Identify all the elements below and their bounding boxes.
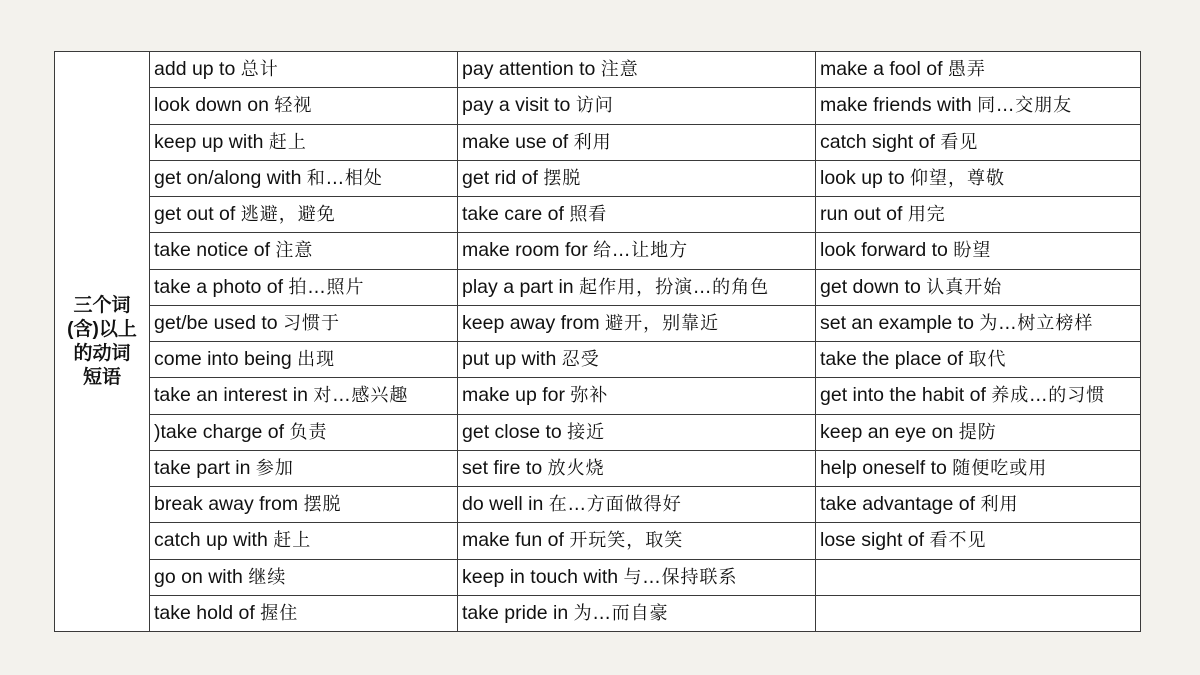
phrase-chinese: 用完 bbox=[907, 204, 946, 226]
phrase-english: make a fool of bbox=[820, 58, 943, 81]
phrase-english: look up to bbox=[820, 166, 905, 189]
phrase-cell bbox=[458, 269, 816, 305]
phrase-english: keep an eye on bbox=[820, 420, 954, 443]
phrase-chinese: 轻视 bbox=[274, 95, 313, 117]
phrase-cell bbox=[816, 378, 1141, 414]
phrase-chinese: 和…相处 bbox=[306, 167, 383, 189]
phrase-english: get close to bbox=[462, 420, 562, 443]
phrase-english: get on/along with bbox=[154, 166, 302, 189]
phrase-cell bbox=[150, 523, 458, 559]
phrase-chinese: 在…方面做得好 bbox=[548, 494, 682, 516]
phrase-chinese: 赶上 bbox=[268, 131, 307, 153]
phrase-cell bbox=[458, 523, 816, 559]
phrase-english: do well in bbox=[462, 493, 544, 516]
table-row bbox=[55, 197, 1141, 233]
table-row bbox=[55, 595, 1141, 631]
phrase-english: get down to bbox=[820, 275, 921, 298]
phrase-english: take pride in bbox=[462, 601, 569, 624]
phrase-cell bbox=[150, 378, 458, 414]
phrase-chinese: 摆脱 bbox=[303, 494, 342, 516]
phrase-english: put up with bbox=[462, 348, 557, 371]
phrase-chinese: 注意 bbox=[600, 59, 639, 81]
phrase-chinese: 与…保持联系 bbox=[623, 566, 738, 588]
phrase-table-body bbox=[55, 52, 1141, 632]
phrase-cell bbox=[458, 52, 816, 88]
phrase-chinese: 随便吃或用 bbox=[952, 457, 1048, 479]
phrase-english: take a photo of bbox=[154, 275, 284, 298]
table-row bbox=[55, 487, 1141, 523]
phrase-chinese: 同…交朋友 bbox=[977, 95, 1073, 117]
phrase-cell bbox=[816, 342, 1141, 378]
empty-cell bbox=[816, 559, 1141, 595]
phrase-english: get out of bbox=[154, 203, 236, 226]
phrase-cell bbox=[816, 487, 1141, 523]
phrase-cell bbox=[150, 305, 458, 341]
phrase-cell bbox=[458, 160, 816, 196]
phrase-english: lose sight of bbox=[820, 529, 925, 552]
phrase-chinese: 弥补 bbox=[570, 385, 609, 407]
phrase-cell bbox=[150, 342, 458, 378]
phrase-cell bbox=[816, 450, 1141, 486]
phrase-english: catch up with bbox=[154, 529, 268, 552]
phrase-chinese: 参加 bbox=[255, 457, 294, 479]
phrase-cell bbox=[458, 450, 816, 486]
table-row bbox=[55, 52, 1141, 88]
phrase-chinese: 仰望，尊敬 bbox=[909, 167, 1005, 189]
phrase-chinese: 为…树立榜样 bbox=[979, 312, 1094, 334]
phrase-chinese: 注意 bbox=[275, 240, 314, 262]
phrase-chinese: 养成…的习惯 bbox=[991, 385, 1106, 407]
phrase-chinese: 拍…照片 bbox=[288, 276, 365, 298]
phrase-cell bbox=[816, 197, 1141, 233]
phrase-chinese: 看不见 bbox=[929, 530, 987, 552]
category-cell bbox=[55, 52, 150, 632]
phrase-cell bbox=[150, 559, 458, 595]
phrase-chinese: 继续 bbox=[248, 566, 287, 588]
phrase-chinese: 给…让地方 bbox=[593, 240, 689, 262]
phrase-cell bbox=[150, 487, 458, 523]
phrase-english: make up for bbox=[462, 384, 565, 407]
phrase-cell bbox=[458, 595, 816, 631]
phrase-cell bbox=[150, 233, 458, 269]
phrase-cell bbox=[150, 269, 458, 305]
phrase-chinese: 对…感兴趣 bbox=[313, 385, 409, 407]
phrase-english: get rid of bbox=[462, 166, 538, 189]
phrase-chinese: 避开，别靠近 bbox=[605, 312, 720, 334]
phrase-cell bbox=[150, 197, 458, 233]
phrase-cell bbox=[816, 160, 1141, 196]
phrase-chinese: 访问 bbox=[575, 95, 614, 117]
phrase-english: make fun of bbox=[462, 529, 564, 552]
phrase-chinese: 照看 bbox=[569, 204, 608, 226]
table-row bbox=[55, 305, 1141, 341]
phrase-english: take part in bbox=[154, 456, 251, 479]
table-row bbox=[55, 559, 1141, 595]
phrase-english: pay attention to bbox=[462, 58, 596, 81]
phrase-cell bbox=[816, 233, 1141, 269]
phrase-chinese: 认真开始 bbox=[926, 276, 1003, 298]
phrase-english: get/be used to bbox=[154, 311, 278, 334]
table-row bbox=[55, 414, 1141, 450]
phrase-english: play a part in bbox=[462, 275, 574, 298]
phrase-chinese: 起作用，扮演…的角色 bbox=[579, 276, 770, 298]
phrase-cell bbox=[458, 378, 816, 414]
phrase-cell bbox=[458, 197, 816, 233]
phrase-english: take notice of bbox=[154, 239, 270, 262]
phrase-chinese: 为…而自豪 bbox=[573, 602, 669, 624]
phrase-cell bbox=[816, 414, 1141, 450]
phrase-chinese: 看见 bbox=[940, 131, 979, 153]
phrase-cell bbox=[816, 305, 1141, 341]
table-row bbox=[55, 160, 1141, 196]
phrase-english: take hold of bbox=[154, 601, 255, 624]
phrase-english: take care of bbox=[462, 203, 564, 226]
category-line: (含)以上 bbox=[67, 318, 137, 340]
phrase-english: set an example to bbox=[820, 311, 974, 334]
category-line: 三个词 bbox=[73, 294, 131, 316]
phrase-english: catch sight of bbox=[820, 130, 935, 153]
table-row bbox=[55, 88, 1141, 124]
phrase-chinese: 赶上 bbox=[273, 530, 312, 552]
phrase-english: look down on bbox=[154, 94, 269, 117]
phrase-english: go on with bbox=[154, 565, 243, 588]
phrase-cell bbox=[150, 414, 458, 450]
phrase-chinese: 忍受 bbox=[561, 349, 600, 371]
table-row bbox=[55, 450, 1141, 486]
phrase-chinese: 利用 bbox=[980, 494, 1019, 516]
phrase-english: break away from bbox=[154, 493, 299, 516]
phrase-cell bbox=[150, 160, 458, 196]
table-row bbox=[55, 269, 1141, 305]
phrase-english: keep in touch with bbox=[462, 565, 619, 588]
phrase-english: run out of bbox=[820, 203, 903, 226]
phrase-cell bbox=[458, 305, 816, 341]
phrase-cell bbox=[150, 88, 458, 124]
phrase-cell bbox=[816, 269, 1141, 305]
phrase-english: help oneself to bbox=[820, 456, 947, 479]
phrase-english: make room for bbox=[462, 239, 588, 262]
table-row bbox=[55, 342, 1141, 378]
phrase-chinese: 开玩笑，取笑 bbox=[569, 530, 684, 552]
table-row bbox=[55, 378, 1141, 414]
phrase-cell bbox=[150, 450, 458, 486]
phrase-chinese: 放火烧 bbox=[547, 457, 605, 479]
phrase-english: add up to bbox=[154, 58, 236, 81]
phrase-english: get into the habit of bbox=[820, 384, 986, 407]
phrase-chinese: 利用 bbox=[573, 131, 612, 153]
phrase-chinese: 总计 bbox=[240, 59, 279, 81]
phrase-table bbox=[54, 51, 1141, 632]
phrase-chinese: 负责 bbox=[289, 421, 328, 443]
phrase-chinese: 握住 bbox=[260, 602, 299, 624]
table-row bbox=[55, 124, 1141, 160]
phrase-english: keep away from bbox=[462, 311, 600, 334]
phrase-cell bbox=[458, 233, 816, 269]
category-line: 短语 bbox=[82, 366, 121, 388]
phrase-english: take the place of bbox=[820, 348, 964, 371]
phrase-cell bbox=[816, 124, 1141, 160]
table-row bbox=[55, 523, 1141, 559]
phrase-cell bbox=[458, 88, 816, 124]
phrase-chinese: 摆脱 bbox=[543, 167, 582, 189]
phrase-cell bbox=[816, 523, 1141, 559]
phrase-cell bbox=[816, 52, 1141, 88]
phrase-english: take advantage of bbox=[820, 493, 976, 516]
phrase-english: take an interest in bbox=[154, 384, 308, 407]
phrase-cell bbox=[458, 559, 816, 595]
phrase-chinese: 出现 bbox=[297, 349, 336, 371]
phrase-chinese: 盼望 bbox=[953, 240, 992, 262]
phrase-cell bbox=[458, 342, 816, 378]
table-row bbox=[55, 233, 1141, 269]
phrase-english: keep up with bbox=[154, 130, 264, 153]
phrase-cell bbox=[458, 124, 816, 160]
phrase-english: set fire to bbox=[462, 456, 543, 479]
phrase-chinese: 接近 bbox=[567, 421, 606, 443]
phrase-english: come into being bbox=[154, 348, 292, 371]
phrase-english: make friends with bbox=[820, 94, 972, 117]
phrase-cell bbox=[458, 487, 816, 523]
phrase-chinese: 习惯于 bbox=[283, 312, 341, 334]
phrase-chinese: 提防 bbox=[958, 421, 997, 443]
phrase-cell bbox=[816, 88, 1141, 124]
phrase-chinese: 愚弄 bbox=[947, 59, 986, 81]
phrase-english: )take charge of bbox=[154, 420, 285, 443]
phrase-cell bbox=[150, 595, 458, 631]
phrase-english: pay a visit to bbox=[462, 94, 571, 117]
phrase-english: look forward to bbox=[820, 239, 948, 262]
phrase-chinese: 取代 bbox=[968, 349, 1007, 371]
phrase-cell bbox=[150, 52, 458, 88]
phrase-cell bbox=[150, 124, 458, 160]
phrase-english: make use of bbox=[462, 130, 569, 153]
category-line: 的动词 bbox=[73, 342, 131, 364]
empty-cell bbox=[816, 595, 1141, 631]
phrase-chinese: 逃避，避免 bbox=[240, 204, 336, 226]
phrase-cell bbox=[458, 414, 816, 450]
